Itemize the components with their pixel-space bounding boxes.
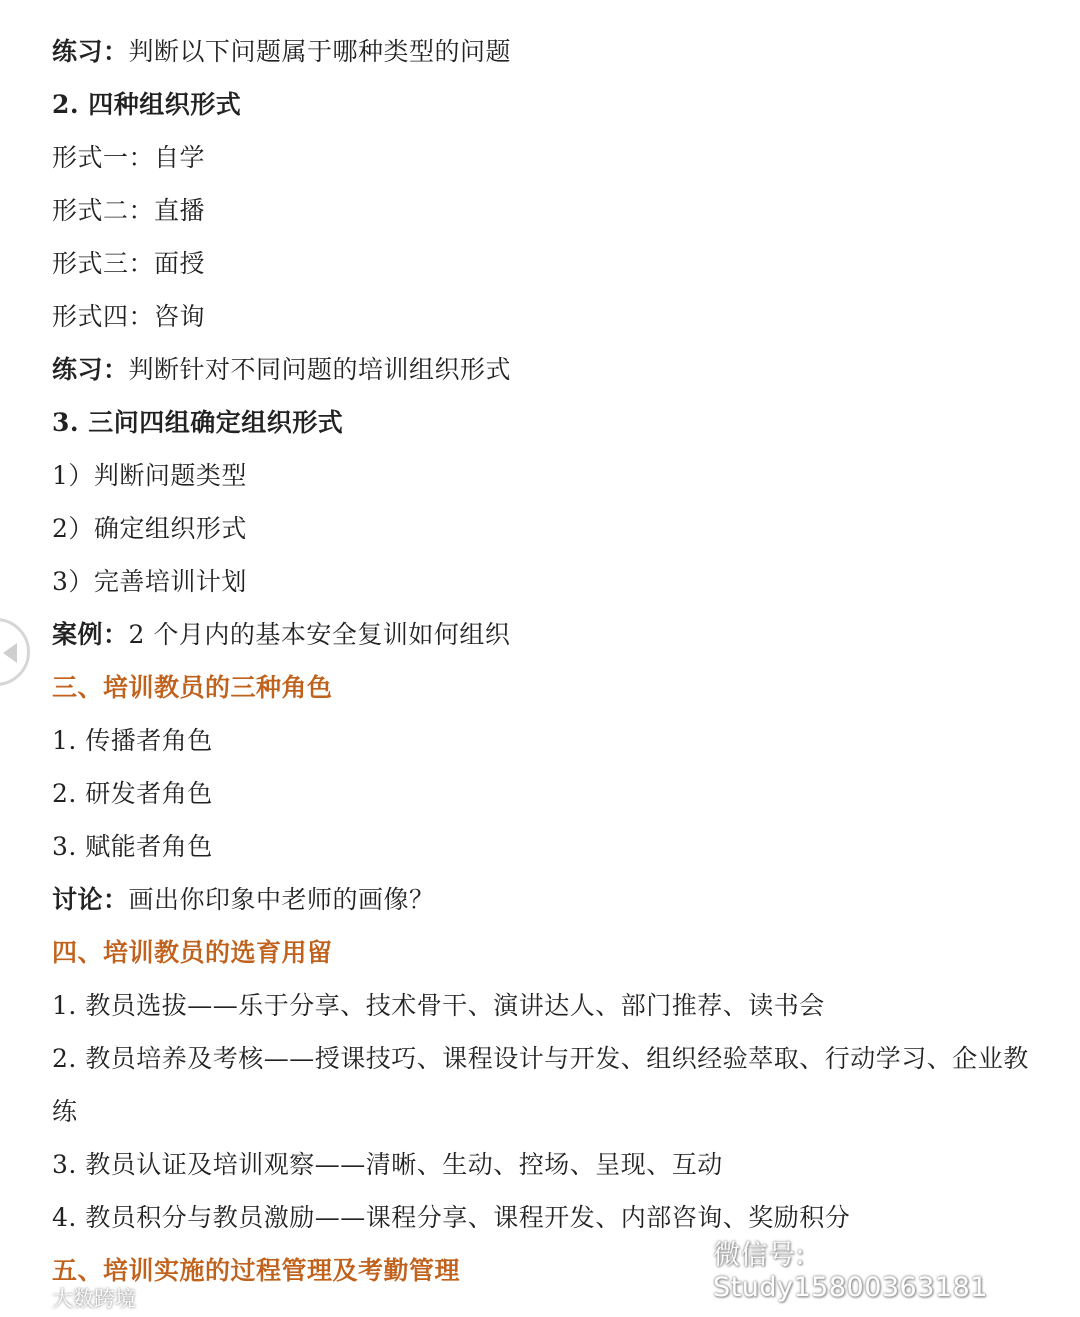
wechat-icon bbox=[666, 1251, 705, 1285]
instructor-item-4: 4. 教员积分与教员激励——课程分享、课程开发、内部咨询、奖励积分 bbox=[52, 1203, 851, 1232]
exercise-text: 判断针对不同问题的培训组织形式 bbox=[128, 355, 512, 384]
step-item-2: 2）确定组织形式 bbox=[52, 514, 247, 543]
exercise-line-1 bbox=[52, 36, 511, 68]
step-item-3: 3）完善培训计划 bbox=[52, 567, 247, 596]
exercise-label: 练习： bbox=[52, 37, 129, 66]
role-item-3: 3. 赋能者角色 bbox=[52, 832, 213, 861]
brand-text: 大数跨境 bbox=[52, 1287, 136, 1311]
discussion-line bbox=[52, 884, 435, 916]
section-heading-3: 三、培训教员的三种角色 bbox=[52, 673, 333, 702]
instructor-item-1: 1. 教员选拔——乐于分享、技术骨干、演讲达人、部门推荐、读书会 bbox=[52, 991, 825, 1020]
exercise-text: 判断以下问题属于哪种类型的问题 bbox=[128, 37, 512, 66]
case-label: 案例： bbox=[52, 620, 129, 649]
discussion-text: 画出你印象中老师的画像？ bbox=[128, 885, 435, 914]
section-heading-4: 四、培训教员的选育用留 bbox=[52, 938, 333, 967]
subheading-three-questions: 3. 三问四组确定组织形式 bbox=[52, 408, 344, 437]
exercise-line-2 bbox=[52, 354, 511, 386]
form-item-2: 形式二：直播 bbox=[52, 196, 206, 225]
brand-watermark bbox=[6, 1283, 136, 1313]
case-line bbox=[52, 619, 510, 651]
instructor-item-3: 3. 教员认证及培训观察——清晰、生动、控场、呈现、互动 bbox=[52, 1150, 723, 1179]
discussion-label: 讨论： bbox=[52, 885, 129, 914]
instructor-item-2-wrap: 练 bbox=[52, 1097, 78, 1126]
case-text: 2 个月内的基本安全复训如何组织 bbox=[128, 620, 511, 649]
section-heading-5: 五、培训实施的过程管理及考勤管理 bbox=[52, 1256, 461, 1285]
form-item-1: 形式一：自学 bbox=[52, 143, 206, 172]
instructor-item-2: 2. 教员培养及考核——授课技巧、课程设计与开发、组织经验萃取、行动学习、企业教 bbox=[52, 1044, 1029, 1073]
wechat-watermark bbox=[666, 1240, 1080, 1303]
role-item-1: 1. 传播者角色 bbox=[52, 726, 213, 755]
brand-logo-icon bbox=[6, 1285, 48, 1311]
back-arrow-button[interactable] bbox=[0, 618, 30, 686]
left-arrow-icon bbox=[3, 643, 17, 663]
wechat-id-text: 微信号: Study15800363181 bbox=[713, 1240, 988, 1303]
exercise-label: 练习： bbox=[52, 355, 129, 384]
role-item-2: 2. 研发者角色 bbox=[52, 779, 213, 808]
form-item-4: 形式四：咨询 bbox=[52, 302, 206, 331]
form-item-3: 形式三：面授 bbox=[52, 249, 206, 278]
step-item-1: 1）判断问题类型 bbox=[52, 461, 247, 490]
subheading-four-forms: 2. 四种组织形式 bbox=[52, 90, 242, 119]
